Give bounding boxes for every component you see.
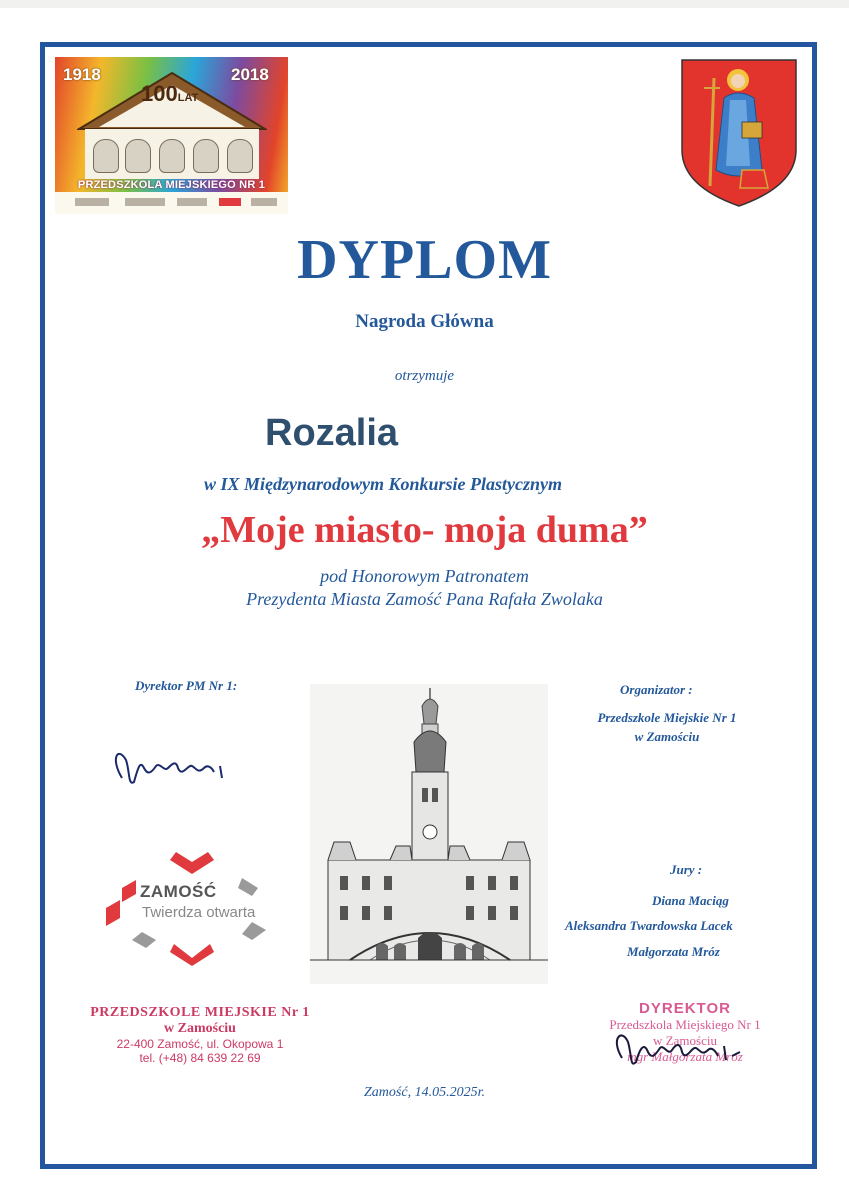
director-stamp-signature	[608, 1022, 748, 1078]
director-stamp: DYREKTOR Przedszkola Miejskiego Nr 1 w Zamościu mgr Małgorzata Mróz	[609, 1000, 761, 1064]
patronage-line-2: Prezydenta Miasta Zamość Pana Rafała Zwolaka	[246, 589, 603, 609]
school-name-logo: PRZEDSZKOLA MIEJSKIEGO NR 1	[77, 179, 266, 191]
child-figure-icon	[159, 139, 185, 173]
jury-label: Jury :	[670, 862, 703, 877]
child-figure-icon	[125, 139, 151, 173]
jury-member: Aleksandra Twardowska Lacek	[565, 918, 733, 933]
patronage-line-1: pod Honorowym Patronatem	[320, 566, 529, 586]
zamosc-city-logo	[102, 848, 282, 966]
organizer-label: Organizator :	[620, 682, 693, 697]
town-hall-drawing	[310, 684, 548, 984]
anniversary-number: 100LAT	[141, 81, 199, 106]
city-logo-name: ZAMOŚĆ	[140, 882, 217, 901]
scan-edge	[0, 0, 849, 8]
child-figure-icon	[193, 139, 219, 173]
city-logo-tagline: Twierdza otwarta	[142, 904, 256, 921]
sponsor-strip	[55, 192, 288, 214]
director-signature	[108, 738, 238, 798]
jury-member: Małgorzata Mróz	[627, 944, 720, 959]
award-name: Nagroda Główna	[355, 311, 494, 332]
school-stamp: PRZEDSZKOLE MIEJSKIE Nr 1 w Zamościu 22-400 Zamość, ul. Okopowa 1 tel. (+48) 84 639 22 69	[90, 1005, 310, 1065]
director-label: Dyrektor PM Nr 1:	[135, 678, 238, 693]
year-start: 1918	[63, 65, 101, 84]
diploma-title: DYPLOM	[297, 229, 552, 291]
receives-label: otrzymuje	[394, 368, 455, 384]
recipient-name: Rozalia	[265, 412, 399, 454]
year-end: 2018	[231, 65, 269, 84]
anniversary-logo	[55, 57, 288, 214]
place-and-date: Zamość, 14.05.2025r.	[364, 1085, 485, 1100]
competition-motto: „Moje miasto- moja duma”	[201, 509, 648, 551]
coat-of-arms-icon	[680, 58, 798, 208]
children-drawing	[85, 129, 259, 179]
child-figure-icon	[227, 139, 253, 173]
competition-name: w IX Międzynarodowym Konkursie Plastycznym	[204, 474, 563, 494]
child-figure-icon	[93, 139, 119, 173]
jury-member: Diana Maciąg	[652, 893, 729, 908]
organizer-name: Przedszkole Miejskie Nr 1 w Zamościu	[597, 710, 737, 744]
